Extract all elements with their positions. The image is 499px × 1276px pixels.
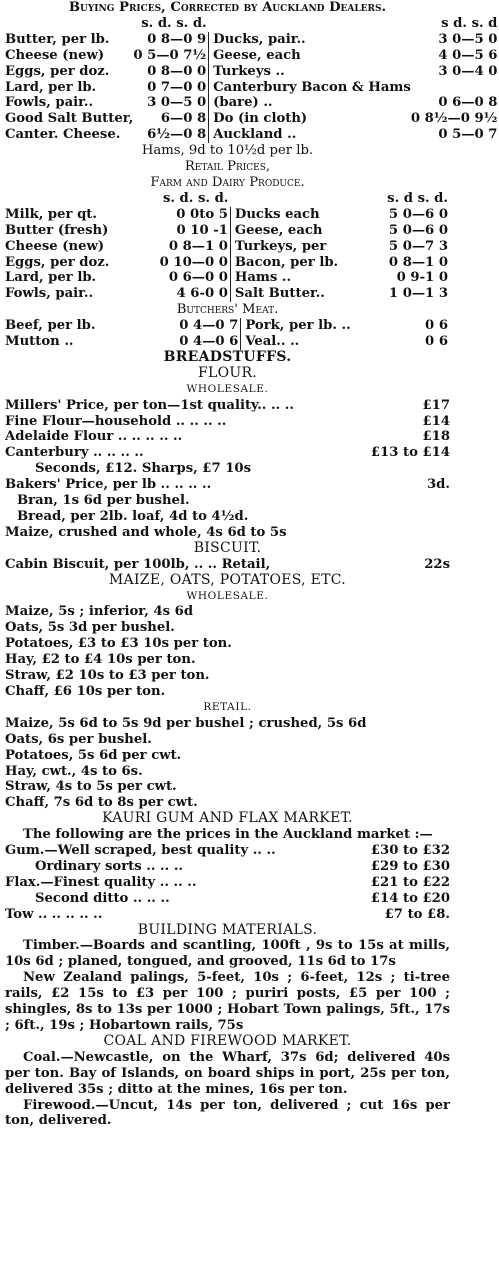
retail-right-item: Geese, each	[230, 223, 369, 239]
buying-right-price: 0 5—0 7	[438, 127, 498, 143]
retail-col-head-left: s. d. s. d.	[162, 190, 229, 206]
flour-title: FLOUR.	[197, 364, 258, 381]
retail-right-price: 1 0—1 3	[388, 286, 448, 302]
kauri-price: £7 to £8.	[384, 906, 450, 922]
retail-row	[5, 255, 450, 271]
maize-wholesale-line: Maize, 5s ; inferior, 4s 6d	[5, 604, 194, 620]
butchers-right-price: 0 6	[425, 318, 448, 334]
buying-col-head-right: s d. s. d	[441, 15, 498, 31]
buying-right-item: Do (in cloth)	[209, 111, 411, 127]
cabin-biscuit-row	[5, 557, 450, 573]
bakers-price-row	[5, 477, 450, 493]
butchers-left-item: Beef, per lb.	[5, 318, 96, 334]
flour-row	[5, 429, 450, 445]
butchers-left-price: 0 4—0 7	[179, 318, 239, 334]
retail-col-header	[5, 191, 450, 207]
buying-prices-title: Buying Prices, Corrected by Auckland Dealers.	[68, 0, 387, 15]
maize-retail-line: Chaff, 7s 6d to 8s per cwt.	[5, 795, 198, 811]
flour-seconds: Seconds, £12. Sharps, £7 10s	[35, 461, 252, 477]
buying-right-item: Turkeys ..	[209, 64, 411, 80]
flour-price: £14	[422, 413, 450, 429]
cabin-biscuit-label: Cabin Biscuit, per 100lb, .. .. Retail,	[5, 556, 271, 572]
butchers-left-price: 0 4—0 6	[179, 334, 239, 350]
buying-row	[5, 127, 499, 143]
kauri-price: £29 to £30	[370, 858, 450, 874]
breadstuffs-title: BREADSTUFFS.	[163, 348, 292, 365]
buying-row	[5, 64, 499, 80]
flour-row	[5, 414, 450, 430]
buying-right-price: 0 6—0 8	[438, 95, 498, 111]
buying-left-price: 3 0—5 0	[147, 95, 207, 111]
buying-right-item: Auckland ..	[209, 127, 411, 143]
maize-wholesale-list	[5, 604, 450, 699]
buying-left-price: 6—0 8	[160, 111, 207, 127]
kauri-label: Tow .. .. .. .. ..	[5, 906, 103, 922]
maize-retail-label: RETAIL.	[203, 700, 252, 713]
retail-prices-title: Retail Prices,	[184, 159, 271, 175]
retail-right-item: Bacon, per lb.	[230, 255, 369, 271]
maize-wholesale-line: Oats, 5s 3d per bushel.	[5, 620, 175, 636]
retail-right-item: Hams ..	[230, 270, 369, 286]
butchers-row	[5, 334, 450, 350]
buying-col-head-left: s. d. s. d.	[141, 15, 207, 31]
maize-wholesale-label: WHOLESALE.	[186, 589, 269, 602]
retail-left-price: 0 10—0 0	[159, 254, 228, 270]
buying-left-price: 6½—0 8	[147, 127, 207, 143]
timber-prices: Timber.—Boards and scantling, 100ft , 9s to 15s at mills, 10s 6d ; planed, tongued, and grooved, 11s 6d to 17s	[5, 938, 450, 970]
maize-wholesale-line: Potatoes, £3 to £3 10s per ton.	[5, 636, 232, 652]
kauri-label: Flax.—Finest quality .. .. ..	[5, 874, 197, 890]
buying-right-item: Geese, each	[209, 48, 411, 64]
retail-right-price: 5 0—6 0	[388, 222, 448, 238]
building-materials-title: BUILDING MATERIALS.	[137, 921, 318, 938]
retail-right-price: 0 8—1 0	[388, 254, 448, 270]
retail-row	[5, 286, 450, 302]
retail-right-price: 5 0—7 3	[388, 238, 448, 254]
maize-retail-line: Maize, 5s 6d to 5s 9d per bushel ; crushed, 5s 6d	[5, 715, 367, 731]
buying-right-price: 0 8½—0 9½	[410, 111, 498, 127]
butchers-left-item: Mutton ..	[5, 334, 74, 350]
retail-left-item: Milk, per qt.	[5, 206, 97, 222]
butchers-row	[5, 318, 450, 334]
buying-right-item: Canterbury Bacon & Hams	[209, 80, 411, 96]
kauri-row	[5, 859, 450, 875]
buying-left-item: Cheese (new)	[5, 47, 105, 63]
buying-right-price: 3 0—5 0	[438, 31, 498, 47]
kauri-row	[5, 875, 450, 891]
retail-row	[5, 207, 450, 223]
butchers-right-item: Pork, per lb. ..	[241, 318, 411, 334]
buying-row	[5, 32, 499, 48]
flour-price: £13 to £14	[370, 445, 450, 461]
retail-left-price: 4 6-0 0	[176, 286, 228, 302]
buying-left-price: 0 8—0 9	[147, 31, 207, 47]
kauri-price: £14 to £20	[370, 890, 450, 906]
flour-row	[5, 445, 450, 461]
buying-hams-note: Hams, 9d to 10½d per lb.	[141, 143, 314, 159]
butchers-meat-table	[5, 318, 450, 350]
maize-crushed-price: Maize, crushed and whole, 4s 6d to 5s	[5, 524, 287, 540]
buying-left-item: Canter. Cheese.	[5, 127, 121, 143]
buying-left-price: 0 7—0 0	[147, 79, 207, 95]
buying-left-price: 0 5—0 7½	[133, 47, 207, 63]
bakers-price-label: Bakers' Price, per lb .. .. .. ..	[5, 477, 212, 493]
palings-prices: New Zealand palings, 5-feet, 10s ; 6-feet, 12s ; ti-tree rails, £2 15s to £3 per 100 ; puriri posts, £5 per 100 ; shingles, 8s to 13s per 1000 ; Hobart Town palings, 5ft., 17s ; 6ft., 19s ; Hobartown rails, 75s	[5, 970, 450, 1033]
butchers-meat-title: Butchers' Meat.	[176, 302, 279, 318]
kauri-label: Gum.—Well scraped, best quality .. ..	[5, 843, 276, 859]
flour-label: Millers' Price, per ton—1st quality.. .. ..	[5, 397, 294, 413]
maize-wholesale-line: Straw, £2 10s to £3 per ton.	[5, 668, 210, 684]
maize-retail-line: Straw, 4s to 5s per cwt.	[5, 779, 177, 795]
buying-prices-table	[5, 16, 499, 143]
buying-row	[5, 80, 499, 96]
buying-row	[5, 95, 499, 111]
firewood-prices: Firewood.—Uncut, 14s per ton, delivered ; cut 16s per ton, delivered.	[5, 1097, 450, 1129]
kauri-label: Ordinary sorts .. .. ..	[35, 858, 184, 874]
biscuit-title: BISCUIT.	[193, 539, 262, 556]
kauri-row	[5, 843, 450, 859]
maize-wholesale-line: Chaff, £6 10s per ton.	[5, 683, 166, 699]
kauri-row	[5, 891, 450, 907]
kauri-price-list	[5, 843, 450, 923]
kauri-row	[5, 907, 450, 923]
retail-row	[5, 223, 450, 239]
retail-left-item: Lard, per lb.	[5, 270, 97, 286]
retail-right-price: 0 9-1 0	[396, 270, 448, 286]
retail-right-item: Turkeys, per	[230, 239, 369, 255]
retail-left-item: Butter (fresh)	[5, 222, 109, 238]
maize-retail-line: Hay, cwt., 4s to 6s.	[5, 763, 143, 779]
retail-left-price: 0 6—0 0	[168, 270, 228, 286]
maize-retail-line: Potatoes, 5s 6d per cwt.	[5, 747, 182, 763]
kauri-gum-title: KAURI GUM AND FLAX MARKET.	[102, 810, 353, 827]
buying-right-price: 3 0—4 0	[438, 63, 498, 79]
bran-price: Bran, 1s 6d per bushel.	[17, 493, 190, 509]
kauri-price: £30 to £32	[370, 843, 450, 859]
retail-right-item: Salt Butter..	[230, 286, 369, 302]
maize-oats-title: MAIZE, OATS, POTATOES, ETC.	[108, 571, 347, 588]
retail-left-item: Fowls, pair..	[5, 286, 94, 302]
flour-price-list	[5, 398, 450, 462]
bread-price: Bread, per 2lb. loaf, 4d to 4½d.	[17, 509, 249, 524]
buying-right-price: 4 0—5 6	[438, 47, 498, 63]
buying-left-item: Fowls, pair..	[5, 95, 94, 111]
flour-label: Canterbury .. .. .. ..	[5, 445, 144, 461]
maize-retail-line: Oats, 6s per bushel.	[5, 731, 152, 747]
retail-prices-table	[5, 191, 450, 302]
buying-left-item: Eggs, per doz.	[5, 63, 110, 79]
buying-right-price	[411, 80, 499, 96]
buying-right-item: Ducks, pair..	[209, 32, 411, 48]
retail-left-price: 0 10 -1	[176, 222, 228, 238]
retail-left-price: 0 8—1 0	[168, 238, 228, 254]
flour-row	[5, 398, 450, 414]
buying-left-item: Butter, per lb.	[5, 31, 110, 47]
flour-price: £17	[422, 397, 450, 413]
retail-row	[5, 239, 450, 255]
retail-prices-subtitle: Farm and Dairy Produce.	[150, 174, 305, 190]
kauri-price: £21 to £22	[370, 874, 450, 890]
maize-retail-list	[5, 716, 450, 811]
retail-row	[5, 270, 450, 286]
buying-right-item: (bare) ..	[209, 95, 411, 111]
flour-label: Adelaide Flour .. .. .. .. ..	[5, 429, 183, 445]
retail-left-item: Cheese (new)	[5, 238, 105, 254]
coal-firewood-title: COAL AND FIREWOOD MARKET.	[103, 1032, 352, 1049]
retail-right-item: Ducks each	[230, 207, 369, 223]
flour-wholesale-label: WHOLESALE.	[186, 382, 269, 395]
retail-left-price: 0 0to 5	[176, 206, 228, 222]
buying-left-item: Good Salt Butter,	[5, 111, 134, 127]
kauri-intro: The following are the prices in the Auckland market :—	[23, 827, 433, 843]
buying-left-item: Lard, per lb.	[5, 79, 97, 95]
flour-price: £18	[422, 429, 450, 445]
maize-wholesale-line: Hay, £2 to £4 10s per ton.	[5, 652, 196, 668]
butchers-right-item: Veal.. ..	[241, 334, 411, 350]
kauri-label: Second ditto .. .. ..	[35, 890, 170, 906]
butchers-right-price: 0 6	[425, 334, 448, 350]
coal-prices: Coal.—Newcastle, on the Wharf, 37s 6d; delivered 40s per ton. Bay of Islands, on board ships in port, 25s per ton, delivered 35s ; ditto at the mines, 16s per ton.	[5, 1049, 450, 1097]
buying-row	[5, 48, 499, 64]
buying-row	[5, 111, 499, 127]
retail-left-item: Eggs, per doz.	[5, 254, 110, 270]
flour-label: Fine Flour—household .. .. .. ..	[5, 413, 227, 429]
cabin-biscuit-price: 22s	[424, 556, 450, 572]
buying-left-price: 0 8—0 0	[147, 63, 207, 79]
retail-right-price: 5 0—6 0	[388, 206, 448, 222]
retail-col-head-right: s. d s. d.	[387, 190, 448, 206]
buying-col-header	[5, 16, 499, 32]
bakers-price-value: 3d.	[427, 477, 450, 493]
